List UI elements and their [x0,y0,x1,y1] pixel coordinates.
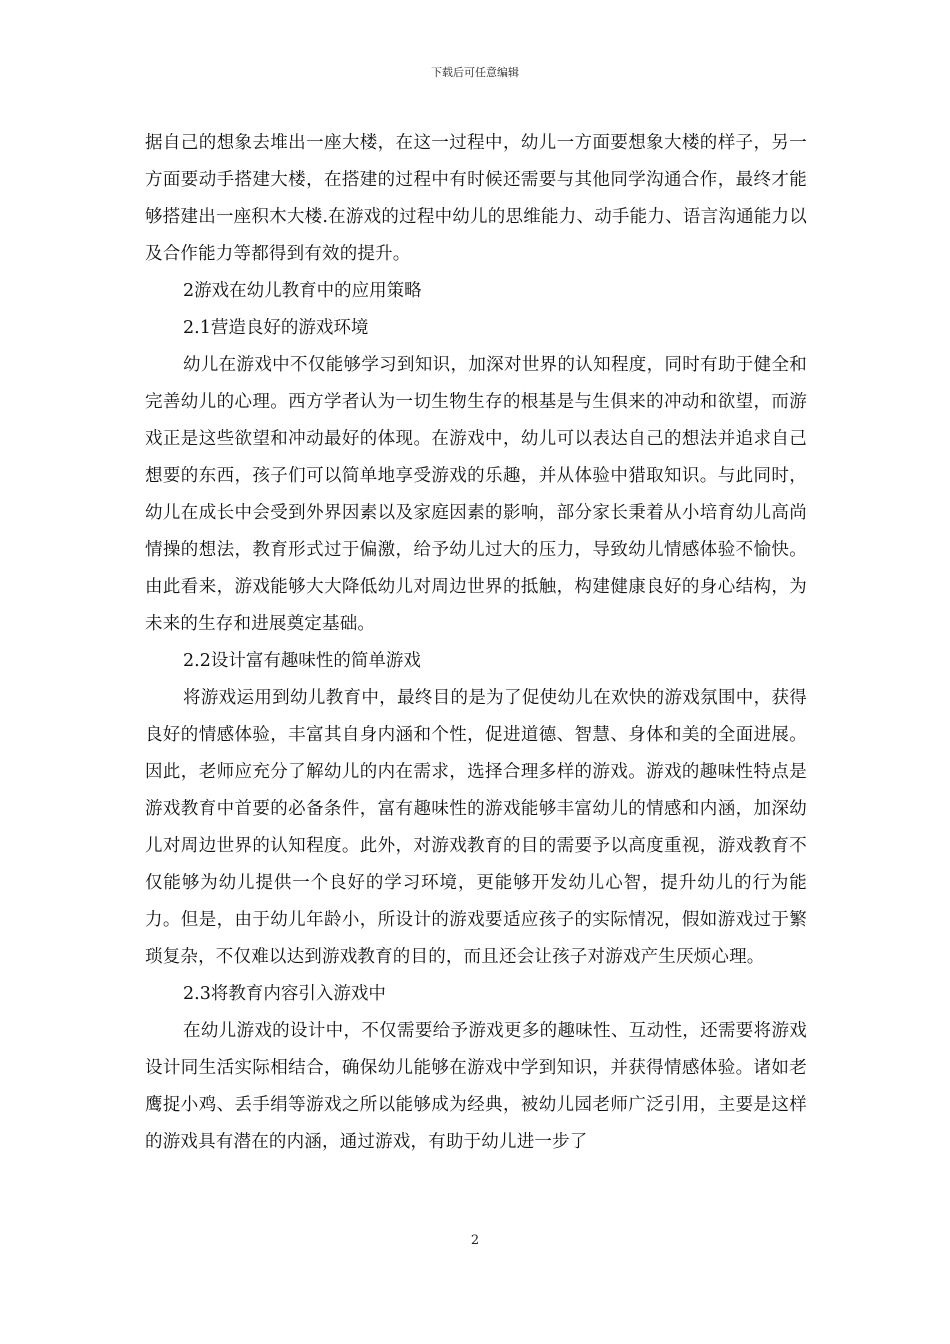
subsection-heading-2-3: 2.3将教育内容引入游戏中 [183,984,386,1004]
paragraph-2-2: 将游戏运用到幼儿教育中，最终目的是为了促使幼儿在欢快的游戏氛围中，获得良好的情感体验，丰富其自身内涵和个性，促进道德、智慧、身体和美的全面进展。因此，老师应充分了解幼儿的内在需求，选择合理多样的游戏。游戏的趣味性特点是游戏教育中首要的必备条件，富有趣味性的游戏能够丰富幼儿的情感和内涵，加深幼儿对周边世界的认知程度。此外，对游戏教育的目的需要予以高度重视，游戏教育不仅能够为幼儿提供一个良好的学习环境，更能够开发幼儿心智，提升幼儿的行为能力。但是，由于幼儿年龄小，所设计的游戏要适应孩子的实际情况，假如游戏过于繁琐复杂，不仅难以达到游戏教育的目的，而且还会让孩子对游戏产生厌烦心理。 [145,688,807,967]
paragraph-2-1: 幼儿在游戏中不仅能够学习到知识，加深对世界的认知程度，同时有助于健全和完善幼儿的心理。西方学者认为一切生物生存的根基是与生俱来的冲动和欲望，而游戏正是这些欲望和冲动最好的体现。在游戏中，幼儿可以表达自己的想法并追求自己想要的东西，孩子们可以简单地享受游戏的乐趣，并从体验中猎取知识。与此同时，幼儿在成长中会受到外界因素以及家庭因素的影响，部分家长秉着从小培育幼儿高尚情操的想法，教育形式过于偏激，给予幼儿过大的压力，导致幼儿情感体验不愉快。由此看来，游戏能够大大降低幼儿对周边世界的抵触，构建健康良好的身心结构，为未来的生存和进展奠定基础。 [145,355,807,634]
section-heading-2: 2游戏在幼儿教育中的应用策略 [183,281,422,301]
page-number: 2 [470,1233,480,1248]
page-header: 下载后可任意编辑 [431,66,519,79]
paragraph-2-3: 在幼儿游戏的设计中，不仅需要给予游戏更多的趣味性、互动性，还需要将游戏设计同生活实际相结合，确保幼儿能够在游戏中学到知识，并获得情感体验。诸如老鹰捉小鸡、丢手绢等游戏之所以能够成为经典，被幼儿园老师广泛引用，主要是这样的游戏具有潜在的内涵，通过游戏，有助于幼儿进一步了 [145,1021,807,1152]
subsection-heading-2-2: 2.2设计富有趣味性的简单游戏 [183,651,421,671]
paragraph-continuation: 据自己的想象去堆出一座大楼，在这一过程中，幼儿一方面要想象大楼的样子，另一方面要动手搭建大楼，在搭建的过程中有时候还需要与其他同学沟通合作，最终才能够搭建出一座积木大楼.在游戏的过程中幼儿的思维能力、动手能力、语言沟通能力以及合作能力等都得到有效的提升。 [145,133,807,264]
subsection-heading-2-1: 2.1营造良好的游戏环境 [183,318,369,338]
document-body [145,125,807,1161]
